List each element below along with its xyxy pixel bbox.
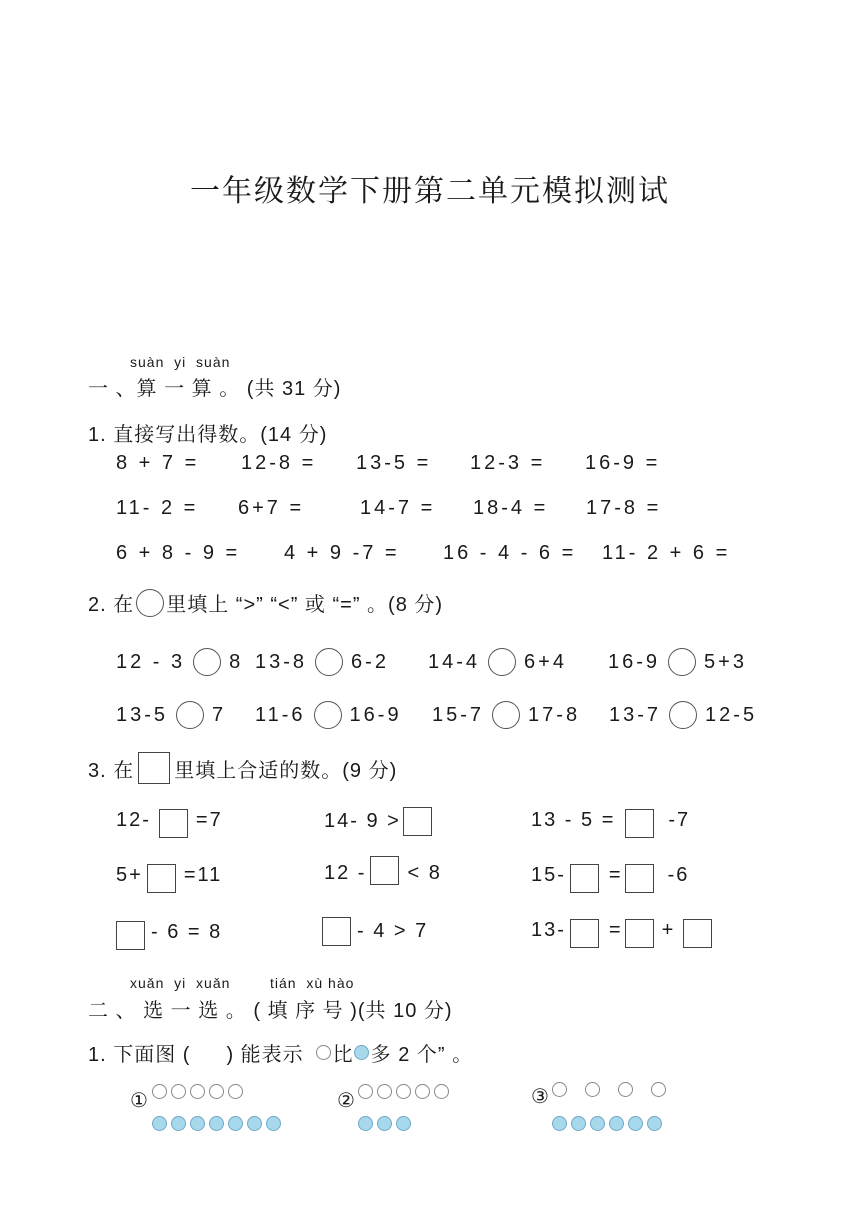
fill-blank[interactable] [116,921,145,950]
blue-dot-icon [377,1116,392,1131]
fill-expr: - 4 > 7 [322,917,428,946]
q1-label: 1. 直接写出得数。(14 分) [88,424,328,446]
compare-item: 15-7 17-8 [432,701,580,729]
white-dot-icon [190,1084,205,1099]
q1-row3-item: 11- 2 + 6 = [602,542,731,564]
section1-pinyin: suàn yi suàn [130,354,231,370]
compare-item: 14-4 6+4 [428,648,567,676]
fill-blank[interactable] [403,807,432,836]
compare-blank[interactable] [488,648,516,676]
q1-row1-item: 13-5 = [356,452,432,474]
white-dot-icon [434,1084,449,1099]
white-dot-icon [415,1084,430,1099]
compare-blank[interactable] [193,648,221,676]
compare-item: 16-9 5+3 [608,648,747,676]
white-dot-icon [585,1082,600,1097]
q1-row3-item: 16 - 4 - 6 = [443,542,577,564]
fill-blank[interactable] [570,919,599,948]
white-dot-icon [358,1084,373,1099]
option3-white-dots [552,1082,666,1097]
blank-square-icon [138,752,170,784]
compare-blank[interactable] [492,701,520,729]
blank-circle-icon [136,589,164,617]
white-dot-icon [618,1082,633,1097]
q1-row1-item: 12-8 = [241,452,317,474]
blue-dot-icon [209,1116,224,1131]
fill-blank[interactable] [625,919,654,948]
option-number[interactable]: ① [130,1090,148,1112]
white-dot-icon [552,1082,567,1097]
section1-heading: 一 、算 一 算 。 (共 31 分) [88,378,342,400]
option-number[interactable]: ③ [531,1086,549,1108]
option2-blue-dots [358,1116,411,1131]
option1-white-dots [152,1084,243,1099]
fill-expr: 12- =7 [116,803,223,838]
option3-blue-dots [552,1116,662,1131]
compare-item: 13-7 12-5 [609,701,757,729]
option-number[interactable]: ② [337,1090,355,1112]
fill-expr: 14- 9 > [324,807,432,836]
blue-dot-icon [358,1116,373,1131]
fill-blank[interactable] [570,864,599,893]
compare-item: 12 - 3 8 [116,648,243,676]
option2-white-dots [358,1084,449,1099]
q1-row1-item: 12-3 = [470,452,546,474]
compare-blank[interactable] [314,701,342,729]
compare-blank[interactable] [315,648,343,676]
white-dot-icon [651,1082,666,1097]
fill-expr: 13- = + [531,913,712,948]
white-dot-icon [316,1045,331,1060]
q1-row2-item: 14-7 = [360,497,436,519]
fill-blank[interactable] [683,919,712,948]
blue-dot-icon [171,1116,186,1131]
fill-expr: 13 - 5 = -7 [531,803,690,838]
fill-blank[interactable] [370,856,399,885]
section2-heading: 二 、 选 一 选 。 ( 填 序 号 )(共 10 分) [88,1000,453,1022]
white-dot-icon [152,1084,167,1099]
q3-label: 3. 在 里填上合适的数。(9 分) [88,752,397,784]
q4-label: 1. 下面图 ( ) 能表示 比 多 2 个” 。 [88,1044,474,1066]
compare-item: 13-5 7 [116,701,226,729]
q1-row1-item: 16-9 = [585,452,661,474]
section2-pinyin-a: xuǎn yi xuǎn [130,975,231,991]
fill-expr: - 6 = 8 [116,915,222,950]
blue-dot-icon [247,1116,262,1131]
blue-dot-icon [628,1116,643,1131]
q2-label: 2. 在 里填上 “>” “<” 或 “=” 。(8 分) [88,588,443,617]
compare-item: 13-8 6-2 [255,648,389,676]
fill-blank[interactable] [625,864,654,893]
q1-row3-item: 6 + 8 - 9 = [116,542,241,564]
blue-dot-icon [609,1116,624,1131]
q1-row2-item: 6+7 = [238,497,305,519]
q1-row2-item: 18-4 = [473,497,549,519]
blue-dot-icon [228,1116,243,1131]
blue-dot-icon [571,1116,586,1131]
fill-blank[interactable] [147,864,176,893]
q1-row2-item: 11- 2 = [116,497,199,519]
section2-pinyin-b: tián xù hào [270,975,355,991]
white-dot-icon [396,1084,411,1099]
q1-row1-item: 8 + 7 = [116,452,200,474]
fill-blank[interactable] [322,917,351,946]
page-title: 一年级数学下册第二单元模拟测试 [190,174,670,209]
compare-blank[interactable] [176,701,204,729]
blue-dot-icon [590,1116,605,1131]
fill-expr: 15- = -6 [531,858,689,893]
compare-blank[interactable] [668,648,696,676]
white-dot-icon [228,1084,243,1099]
q1-row2-item: 17-8 = [586,497,662,519]
fill-expr: 12 - < 8 [324,862,442,885]
blue-dot-icon [266,1116,281,1131]
option1-blue-dots [152,1116,281,1131]
fill-blank[interactable] [159,809,188,838]
blue-dot-icon [647,1116,662,1131]
compare-item: 11-6 16-9 [255,701,402,729]
white-dot-icon [209,1084,224,1099]
blue-dot-icon [152,1116,167,1131]
q1-row3-item: 4 + 9 -7 = [284,542,400,564]
fill-blank[interactable] [625,809,654,838]
blue-dot-icon [190,1116,205,1131]
white-dot-icon [171,1084,186,1099]
compare-blank[interactable] [669,701,697,729]
fill-expr: 5+ =11 [116,858,222,893]
blue-dot-icon [354,1045,369,1060]
blue-dot-icon [396,1116,411,1131]
white-dot-icon [377,1084,392,1099]
blue-dot-icon [552,1116,567,1131]
